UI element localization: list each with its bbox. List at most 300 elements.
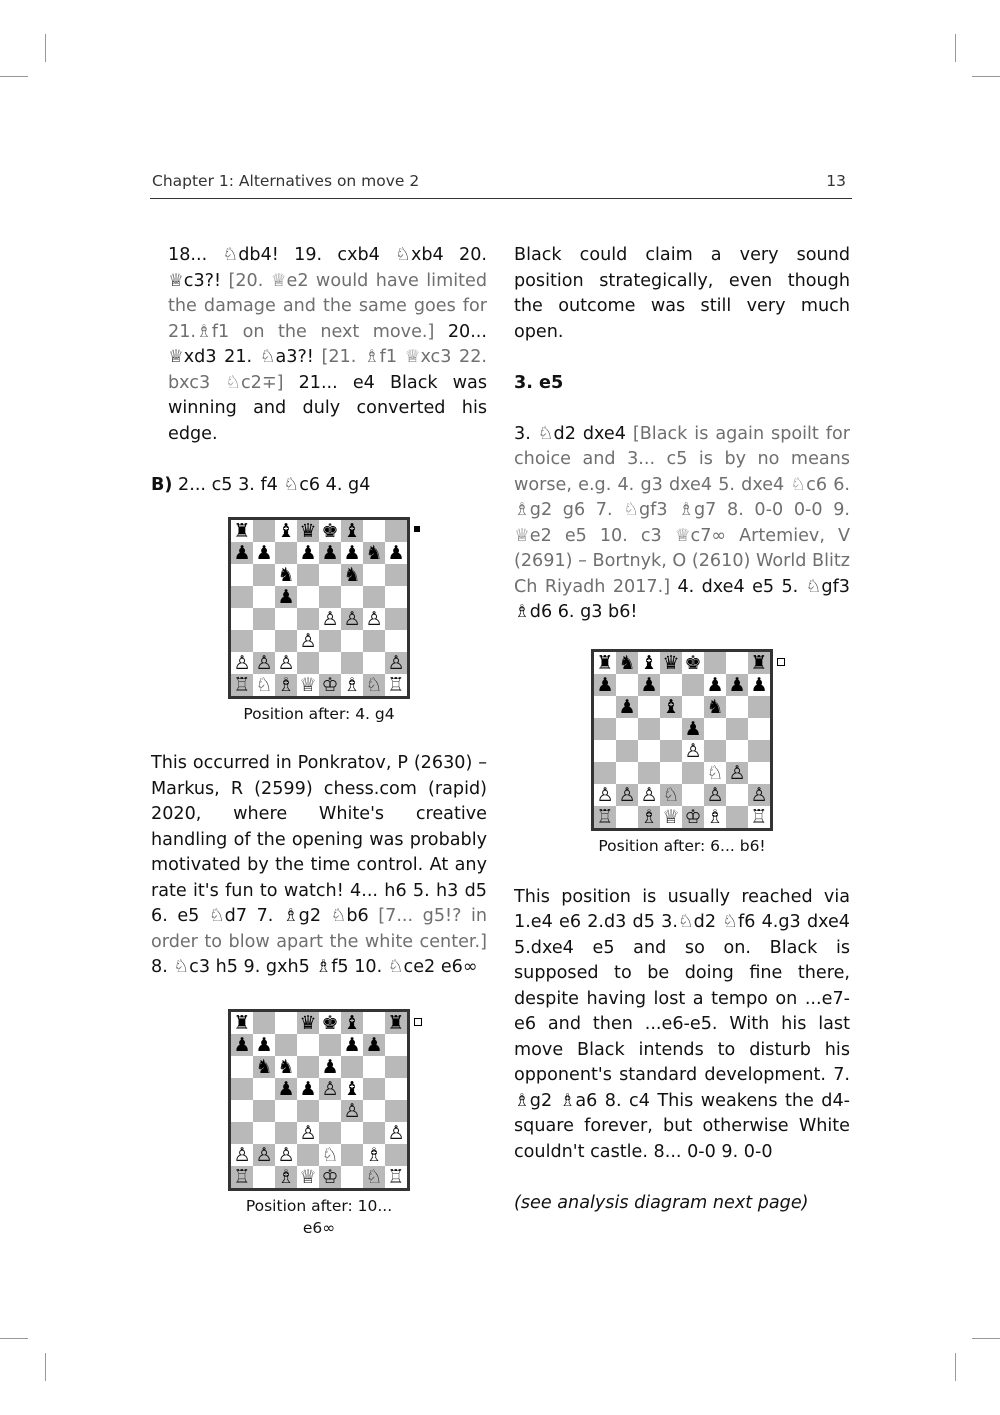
board-square xyxy=(319,564,341,586)
black-knight-icon: ♞ xyxy=(255,1055,273,1078)
board-square xyxy=(385,630,407,652)
board-square xyxy=(638,674,660,696)
black-knight-icon: ♞ xyxy=(618,651,636,674)
main-line-text: 21... e4 Black was winning and duly converted his edge. xyxy=(168,372,487,444)
board-square xyxy=(660,696,682,718)
board-square xyxy=(704,718,726,740)
board-square xyxy=(363,652,385,674)
board-square xyxy=(231,1122,253,1144)
board-square xyxy=(275,520,297,542)
white-pawn-icon: ♙ xyxy=(277,652,295,674)
board-square xyxy=(704,784,726,806)
black-bishop-icon: ♝ xyxy=(343,1077,361,1100)
board-square xyxy=(594,762,616,784)
black-rook-icon: ♜ xyxy=(233,1011,251,1034)
white-bishop-icon: ♗ xyxy=(277,674,295,696)
white-pawn-icon: ♙ xyxy=(299,1121,317,1144)
chapter-title: Chapter 1: Alternatives on move 2 xyxy=(152,172,420,190)
black-knight-icon: ♞ xyxy=(277,564,295,586)
board-square xyxy=(704,696,726,718)
diagram-caption: Position after: 10... e6∞ xyxy=(245,1196,393,1237)
board-square xyxy=(275,674,297,696)
board-square xyxy=(385,1078,407,1100)
crop-mark xyxy=(45,1353,46,1381)
board-square xyxy=(682,762,704,784)
board-square xyxy=(638,652,660,674)
white-pawn-icon: ♙ xyxy=(596,783,614,806)
black-knight-icon: ♞ xyxy=(277,1055,295,1078)
white-bishop-icon: ♗ xyxy=(640,805,658,828)
board-square xyxy=(594,652,616,674)
board-square xyxy=(341,586,363,608)
board-square xyxy=(297,1034,319,1056)
section-b-label: B) xyxy=(151,474,173,495)
board-square xyxy=(726,784,748,806)
board-square xyxy=(275,586,297,608)
board-square xyxy=(297,630,319,652)
diagram-caption: Position after: 4. g4 xyxy=(243,705,395,723)
board-square xyxy=(253,1056,275,1078)
black-rook-icon: ♜ xyxy=(387,1011,405,1034)
board-square xyxy=(341,1100,363,1122)
board-square xyxy=(660,652,682,674)
chess-board xyxy=(591,649,773,831)
board-square xyxy=(704,806,726,828)
black-pawn-icon: ♟ xyxy=(343,542,361,564)
board-square xyxy=(385,674,407,696)
white-pawn-icon: ♙ xyxy=(343,608,361,630)
board-square xyxy=(319,1144,341,1166)
black-bishop-icon: ♝ xyxy=(343,1011,361,1034)
board-square xyxy=(253,630,275,652)
board-square xyxy=(297,586,319,608)
board-square xyxy=(363,1166,385,1188)
board-square xyxy=(231,1078,253,1100)
board-square xyxy=(638,806,660,828)
white-queen-icon: ♕ xyxy=(299,674,317,696)
board-square xyxy=(297,1122,319,1144)
board-square xyxy=(660,718,682,740)
white-pawn-icon: ♙ xyxy=(299,630,317,652)
black-pawn-icon: ♟ xyxy=(299,1077,317,1100)
black-pawn-icon: ♟ xyxy=(233,1033,251,1056)
board-square xyxy=(638,740,660,762)
board-square xyxy=(231,1012,253,1034)
black-knight-icon: ♞ xyxy=(343,564,361,586)
white-pawn-icon: ♙ xyxy=(706,783,724,806)
board-square xyxy=(253,1034,275,1056)
black-pawn-icon: ♟ xyxy=(277,586,295,608)
board-square xyxy=(385,542,407,564)
board-square xyxy=(297,608,319,630)
board-square xyxy=(726,806,748,828)
board-square xyxy=(231,520,253,542)
white-king-icon: ♔ xyxy=(321,674,339,696)
paragraph-game-notes xyxy=(151,243,487,447)
board-square xyxy=(275,1078,297,1100)
board-square xyxy=(616,674,638,696)
board-square xyxy=(297,542,319,564)
paragraph-game-description xyxy=(151,751,487,981)
board-square xyxy=(253,1122,275,1144)
white-rook-icon: ♖ xyxy=(596,805,614,828)
board-square xyxy=(594,784,616,806)
board-square xyxy=(275,1144,297,1166)
board-square xyxy=(748,718,770,740)
board-square xyxy=(363,1056,385,1078)
board-square xyxy=(297,1144,319,1166)
board-square xyxy=(231,564,253,586)
board-square xyxy=(385,1144,407,1166)
white-pawn-icon: ♙ xyxy=(233,652,251,674)
board-square xyxy=(638,762,660,784)
board-square xyxy=(594,696,616,718)
white-knight-icon: ♘ xyxy=(365,1165,383,1188)
white-knight-icon: ♘ xyxy=(321,1143,339,1166)
white-bishop-icon: ♗ xyxy=(277,1165,295,1188)
board-square xyxy=(275,1012,297,1034)
board-square xyxy=(638,784,660,806)
crop-mark xyxy=(0,76,28,77)
board-square xyxy=(385,1122,407,1144)
board-square xyxy=(319,674,341,696)
white-pawn-icon: ♙ xyxy=(750,783,768,806)
board-square xyxy=(275,630,297,652)
board-square xyxy=(319,630,341,652)
board-square xyxy=(341,1166,363,1188)
board-square xyxy=(253,1012,275,1034)
black-pawn-icon: ♟ xyxy=(684,717,702,740)
board-square xyxy=(363,564,385,586)
board-square xyxy=(748,806,770,828)
chess-board xyxy=(228,517,410,699)
white-queen-icon: ♕ xyxy=(662,805,680,828)
chess-board xyxy=(228,1009,410,1191)
board-square xyxy=(231,1144,253,1166)
main-line-text: 20... ♕xd3 21. ♘a3?! xyxy=(168,321,487,367)
running-header xyxy=(150,168,852,199)
black-pawn-icon: ♟ xyxy=(596,673,614,696)
board-square xyxy=(660,674,682,696)
board-square xyxy=(363,674,385,696)
white-pawn-icon: ♙ xyxy=(255,652,273,674)
main-line-text: 3. ♘d2 dxe4 xyxy=(514,423,633,444)
black-pawn-icon: ♟ xyxy=(321,542,339,564)
board-square xyxy=(231,1056,253,1078)
board-square xyxy=(748,740,770,762)
board-square xyxy=(616,718,638,740)
board-square xyxy=(319,1012,341,1034)
crop-mark xyxy=(955,1353,956,1381)
white-pawn-icon: ♙ xyxy=(343,1099,361,1122)
board-square xyxy=(616,696,638,718)
black-pawn-icon: ♟ xyxy=(640,673,658,696)
black-pawn-icon: ♟ xyxy=(750,673,768,696)
white-pawn-icon: ♙ xyxy=(365,608,383,630)
board-square xyxy=(341,1122,363,1144)
board-square xyxy=(363,1122,385,1144)
white-queen-icon: ♕ xyxy=(299,1165,317,1188)
board-square xyxy=(682,696,704,718)
black-bishop-icon: ♝ xyxy=(277,520,295,542)
main-line-text: 18... ♘db4! 19. cxb4 ♘xb4 20. ♕c3?! xyxy=(168,245,487,291)
white-king-icon: ♔ xyxy=(321,1165,339,1188)
board-square xyxy=(275,1056,297,1078)
board-square xyxy=(231,1100,253,1122)
board-square xyxy=(726,674,748,696)
board-square xyxy=(319,1100,341,1122)
white-pawn-icon: ♙ xyxy=(233,1143,251,1166)
board-square xyxy=(231,608,253,630)
board-square xyxy=(231,542,253,564)
board-square xyxy=(660,762,682,784)
black-pawn-icon: ♟ xyxy=(233,542,251,564)
white-rook-icon: ♖ xyxy=(387,1165,405,1188)
black-queen-icon: ♛ xyxy=(299,520,317,542)
variation-text: [21. ♗f1 ♕xc3 22. bxc3 ♘c2∓] xyxy=(168,347,487,393)
crop-mark xyxy=(972,1338,1000,1339)
black-pawn-icon: ♟ xyxy=(277,1077,295,1100)
paragraph-line-notes xyxy=(514,422,850,626)
board-square xyxy=(748,674,770,696)
white-pawn-icon: ♙ xyxy=(640,783,658,806)
board-square xyxy=(682,652,704,674)
board-square xyxy=(748,696,770,718)
board-square xyxy=(748,784,770,806)
main-line-text: 8. ♘c3 h5 9. gxh5 ♗f5 10. ♘ce2 e6∞ xyxy=(151,957,478,977)
black-queen-icon: ♛ xyxy=(299,1011,317,1034)
board-square xyxy=(275,608,297,630)
board-square xyxy=(616,806,638,828)
white-bishop-icon: ♗ xyxy=(706,805,724,828)
board-square xyxy=(319,1056,341,1078)
board-square xyxy=(275,1034,297,1056)
black-king-icon: ♚ xyxy=(321,1011,339,1034)
black-rook-icon: ♜ xyxy=(750,651,768,674)
board-square xyxy=(297,1166,319,1188)
board-square xyxy=(297,1056,319,1078)
paragraph-assessment: Black could claim a very sound position strategically, even though the outcome was still very much open. xyxy=(514,245,850,342)
black-knight-icon: ♞ xyxy=(365,542,383,564)
crop-mark xyxy=(45,34,46,62)
board-square xyxy=(341,520,363,542)
board-square xyxy=(341,1012,363,1034)
board-square xyxy=(231,586,253,608)
section-b-heading xyxy=(151,473,487,499)
board-square xyxy=(385,586,407,608)
board-square xyxy=(726,740,748,762)
black-pawn-icon: ♟ xyxy=(387,542,405,564)
variation-text: [20. ♕e2 would have limited the damage and the same goes for 21.♗f1 on the next move.] xyxy=(168,270,487,342)
board-square xyxy=(253,1078,275,1100)
board-square xyxy=(319,586,341,608)
board-square xyxy=(231,630,253,652)
board-square xyxy=(726,696,748,718)
board-square xyxy=(297,1078,319,1100)
board-square xyxy=(297,520,319,542)
chess-diagram-1 xyxy=(228,517,410,725)
see-next-page-note: (see analysis diagram next page) xyxy=(514,1192,809,1213)
black-pawn-icon: ♟ xyxy=(299,542,317,564)
board-square xyxy=(363,542,385,564)
board-square xyxy=(363,520,385,542)
board-square xyxy=(660,806,682,828)
diagram-caption: Position after: 6... b6! xyxy=(598,836,766,855)
white-pawn-icon: ♙ xyxy=(255,1143,273,1166)
black-bishop-icon: ♝ xyxy=(343,520,361,542)
board-square xyxy=(341,608,363,630)
variation-text: [7... g5!? in order to blow apart the white center.] xyxy=(151,906,487,952)
board-square xyxy=(275,1100,297,1122)
white-knight-icon: ♘ xyxy=(706,761,724,784)
board-square xyxy=(253,608,275,630)
board-square xyxy=(748,762,770,784)
black-pawn-icon: ♟ xyxy=(255,1033,273,1056)
board-square xyxy=(385,1100,407,1122)
board-square xyxy=(616,762,638,784)
board-square xyxy=(726,718,748,740)
board-square xyxy=(363,1078,385,1100)
black-king-icon: ♚ xyxy=(321,520,339,542)
board-square xyxy=(616,740,638,762)
page-number: 13 xyxy=(826,172,846,190)
board-square xyxy=(363,1144,385,1166)
board-square xyxy=(341,564,363,586)
main-line-text: 4. dxe4 e5 5. ♘gf3 ♗d6 6. g3 b6! xyxy=(514,576,850,622)
white-rook-icon: ♖ xyxy=(750,805,768,828)
board-square xyxy=(385,564,407,586)
white-pawn-icon: ♙ xyxy=(321,608,339,630)
white-bishop-icon: ♗ xyxy=(365,1143,383,1166)
board-square xyxy=(341,674,363,696)
board-square xyxy=(341,652,363,674)
board-square xyxy=(660,740,682,762)
board-square xyxy=(297,564,319,586)
board-square xyxy=(363,1100,385,1122)
board-square xyxy=(275,1166,297,1188)
side-to-move-indicator xyxy=(777,658,785,666)
board-square xyxy=(253,542,275,564)
right-column xyxy=(514,243,850,1216)
white-knight-icon: ♘ xyxy=(365,674,383,696)
white-pawn-icon: ♙ xyxy=(728,761,746,784)
board-square xyxy=(253,1100,275,1122)
board-square xyxy=(319,1078,341,1100)
black-rook-icon: ♜ xyxy=(233,520,251,542)
board-square xyxy=(726,762,748,784)
black-pawn-icon: ♟ xyxy=(365,1033,383,1056)
board-square xyxy=(363,586,385,608)
board-square xyxy=(297,1012,319,1034)
board-square xyxy=(682,784,704,806)
board-square xyxy=(660,784,682,806)
board-square xyxy=(297,674,319,696)
board-square xyxy=(748,652,770,674)
board-square xyxy=(319,1166,341,1188)
board-square xyxy=(363,608,385,630)
paragraph-commentary: This position is usually reached via 1.e4 e6 2.d3 d5 3.♘d2 ♘f6 4.g3 dxe4 5.dxe4 e5 and so on. Black is supposed to be doing fine there, despite having lost a tempo on ...e7-e6 and then ...e6-e5. With his last move Black intends to disturb his opponent's standard development. 7. ♗g2 ♗a6 8. c4 This weakens the d4-square forever, but otherwise White couldn't castle. 8... 0-0 9. 0-0 xyxy=(514,886,850,1162)
black-bishop-icon: ♝ xyxy=(662,695,680,718)
main-line-text: This occurred in Ponkratov, P (2630) – Markus, R (2599) chess.com (rapid) 2020, where White's creative handling of the opening was probably motivated by the time control. At any rate it's fun to watch! 4... h6 5. h3 d5 6. e5 ♘d7 7. ♗g2 ♘b6 xyxy=(151,753,487,926)
crop-mark xyxy=(972,76,1000,77)
white-pawn-icon: ♙ xyxy=(277,1143,295,1166)
side-to-move-indicator xyxy=(414,1018,422,1026)
board-square xyxy=(297,652,319,674)
board-square xyxy=(253,652,275,674)
board-square xyxy=(319,608,341,630)
white-pawn-icon: ♙ xyxy=(618,783,636,806)
board-square xyxy=(385,1034,407,1056)
black-bishop-icon: ♝ xyxy=(640,651,658,674)
chess-diagram-3 xyxy=(591,649,773,857)
board-square xyxy=(616,784,638,806)
board-square xyxy=(704,652,726,674)
board-square xyxy=(726,652,748,674)
board-square xyxy=(385,1012,407,1034)
board-square xyxy=(682,674,704,696)
white-rook-icon: ♖ xyxy=(233,1165,251,1188)
black-pawn-icon: ♟ xyxy=(618,695,636,718)
board-square xyxy=(231,1034,253,1056)
white-pawn-icon: ♙ xyxy=(684,739,702,762)
black-pawn-icon: ♟ xyxy=(321,1055,339,1078)
variation-text: [Black is again spoilt for choice and 3... c5 is by no means worse, e.g. 4. g3 dxe4 5. dxe4 ♘c6 6. ♗g2 g6 7. ♘gf3 ♗g7 8. 0-0 0-0 9. ♕e2 e5 10. c3 ♕c7∞ Artemiev, V (2691) – Bortnyk, O (2610) World Blitz Ch Riyadh 2017.] xyxy=(514,423,850,597)
black-pawn-icon: ♟ xyxy=(728,673,746,696)
white-bishop-icon: ♗ xyxy=(343,674,361,696)
board-square xyxy=(363,1012,385,1034)
board-square xyxy=(319,542,341,564)
board-square xyxy=(341,1078,363,1100)
board-square xyxy=(704,740,726,762)
board-square xyxy=(319,652,341,674)
board-square xyxy=(704,674,726,696)
left-column xyxy=(151,243,487,1239)
board-square xyxy=(638,696,660,718)
black-knight-icon: ♞ xyxy=(706,695,724,718)
board-square xyxy=(253,520,275,542)
board-square xyxy=(594,740,616,762)
white-pawn-icon: ♙ xyxy=(387,1121,405,1144)
board-square xyxy=(319,1034,341,1056)
board-square xyxy=(682,806,704,828)
board-square xyxy=(385,652,407,674)
board-square xyxy=(253,674,275,696)
board-square xyxy=(704,762,726,784)
black-king-icon: ♚ xyxy=(684,651,702,674)
white-rook-icon: ♖ xyxy=(387,674,405,696)
board-square xyxy=(231,1166,253,1188)
board-square xyxy=(363,1034,385,1056)
board-square xyxy=(594,806,616,828)
white-pawn-icon: ♙ xyxy=(387,652,405,674)
board-square xyxy=(253,586,275,608)
board-square xyxy=(319,1122,341,1144)
crop-mark xyxy=(0,1338,28,1339)
chess-diagram-2 xyxy=(228,1009,410,1239)
black-pawn-icon: ♟ xyxy=(706,673,724,696)
board-square xyxy=(275,652,297,674)
board-square xyxy=(231,652,253,674)
black-rook-icon: ♜ xyxy=(596,651,614,674)
white-rook-icon: ♖ xyxy=(233,674,251,696)
board-square xyxy=(682,718,704,740)
black-pawn-icon: ♟ xyxy=(343,1033,361,1056)
board-square xyxy=(275,1122,297,1144)
board-square xyxy=(341,630,363,652)
board-square xyxy=(385,520,407,542)
board-square xyxy=(682,740,704,762)
board-square xyxy=(385,1056,407,1078)
